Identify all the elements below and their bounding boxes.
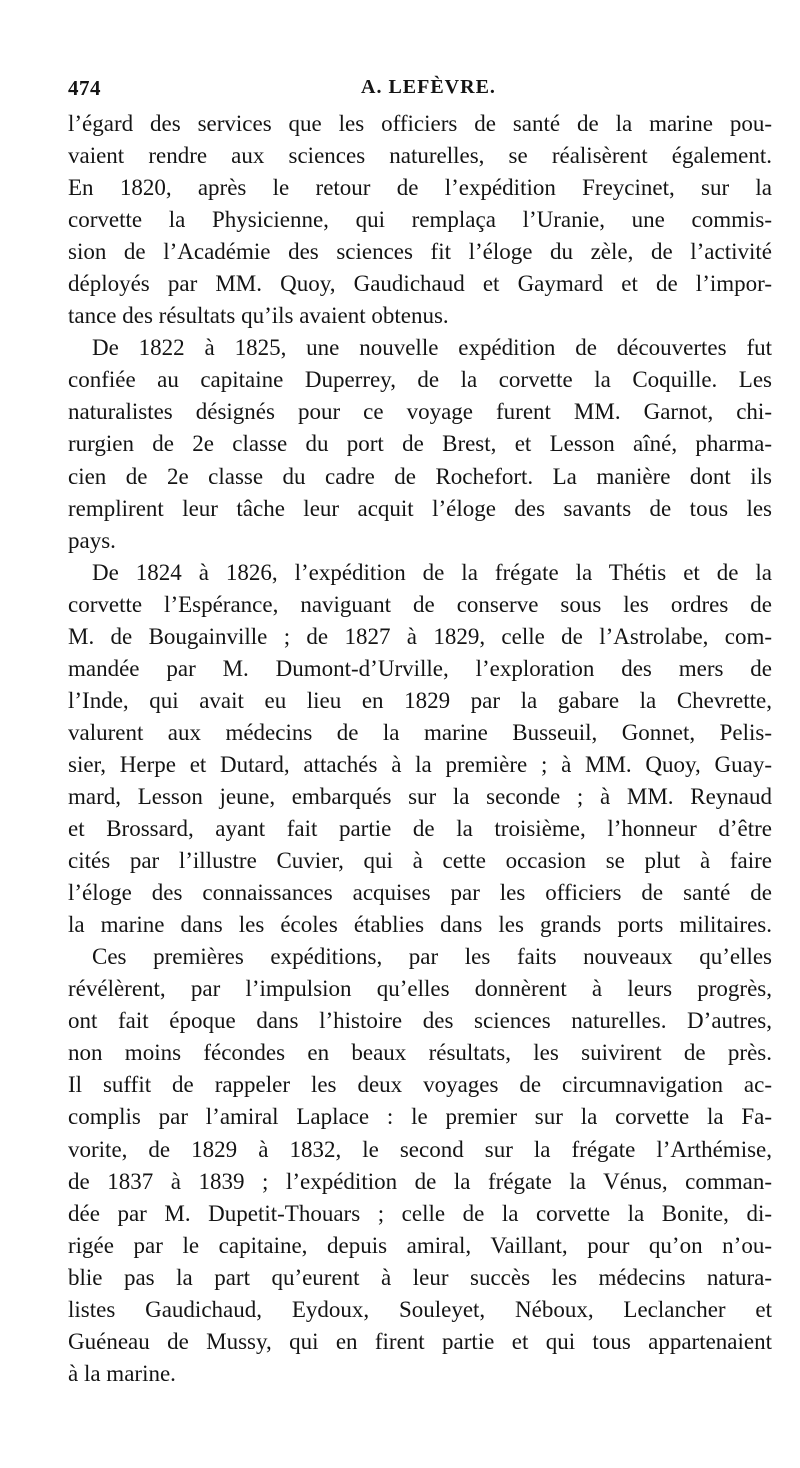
paragraph-start-line: De 1824 à 1826, l’expédition de la frégate la Thétis et de la [92, 559, 772, 585]
text-line: blie pas la part qu’eurent à leur succès les médecins natura- [68, 1264, 772, 1290]
body-text [68, 108, 772, 1390]
text-line: dée par M. Dupetit-Thouars ; celle de la corvette la Bonite, di- [68, 1200, 772, 1226]
text-line: En 1820, après le retour de l’expédition Freycinet, sur la [68, 175, 772, 201]
text-line: l’Inde, qui avait eu lieu en 1829 par la gabare la Chevrette, [68, 687, 772, 713]
text-line: confiée au capitaine Duperrey, de la corvette la Coquille. Les [68, 367, 772, 393]
paragraph-end-line: tance des résultats qu’ils avaient obtenus. [68, 303, 449, 329]
paragraph-end-line: la marine dans les écoles établies dans les grands ports militaires. [68, 912, 772, 938]
page-number: 474 [68, 76, 101, 100]
text-line: mard, Lesson jeune, embarqués sur la seconde ; à MM. Reynaud [68, 783, 772, 809]
text-line: l’égard des services que les officiers de santé de la marine pou- [68, 111, 772, 136]
text-line: de 1837 à 1839 ; l’expédition de la frégate la Vénus, comman- [68, 1168, 772, 1194]
text-line: remplirent leur tâche leur acquit l’éloge des savants de tous les [68, 495, 772, 521]
text-line: Il suffit de rappeler les deux voyages de circumnavigation ac- [68, 1072, 772, 1098]
text-line: révélèrent, par l’impulsion qu’elles donnèrent à leurs progrès, [68, 976, 772, 1002]
text-line: rigée par le capitaine, depuis amiral, Vaillant, pour qu’on n’ou- [68, 1232, 772, 1258]
text-line: mandée par M. Dumont-d’Urville, l’exploration des mers de [68, 655, 772, 681]
text-line: non moins fécondes en beaux résultats, les suivirent de près. [68, 1040, 772, 1066]
text-line: l’éloge des connaissances acquises par les officiers de santé de [68, 880, 772, 906]
text-line: corvette l’Espérance, naviguant de conserve sous les ordres de [68, 591, 772, 617]
text-line: sion de l’Académie des sciences fit l’éloge du zèle, de l’activité [68, 239, 772, 265]
text-line: rurgien de 2e classe du port de Brest, et Lesson aîné, pharma- [68, 431, 772, 457]
paragraph-start-line: Ces premières expéditions, par les faits nouveaux qu’elles [92, 944, 772, 970]
text-line: Guéneau de Mussy, qui en firent partie et qui tous appartenaient [68, 1328, 772, 1354]
paragraph-end-line: à la marine. [68, 1360, 176, 1386]
text-line: valurent aux médecins de la marine Busseuil, Gonnet, Pelis- [68, 719, 772, 745]
text-line: déployés par MM. Quoy, Gaudichaud et Gaymard et de l’impor- [68, 271, 772, 297]
text-line: ont fait époque dans l’histoire des sciences naturelles. D’autres, [68, 1008, 772, 1034]
text-line: listes Gaudichaud, Eydoux, Souleyet, Néboux, Leclancher et [68, 1296, 772, 1322]
text-line: complis par l’amiral Laplace : le premier sur la corvette la Fa- [68, 1104, 772, 1130]
text-line: naturalistes désignés pour ce voyage furent MM. Garnot, chi- [68, 399, 772, 425]
text-line: cien de 2e classe du cadre de Rochefort. La manière dont ils [68, 463, 772, 489]
paragraph-start-line: De 1822 à 1825, une nouvelle expédition de découvertes fut [92, 335, 772, 361]
text-line: corvette la Physicienne, qui remplaça l’Uranie, une commis- [68, 207, 772, 233]
text-line: vorite, de 1829 à 1832, le second sur la frégate l’Arthémise, [68, 1136, 772, 1162]
page-header [68, 76, 772, 106]
paragraph-end-line: pays. [68, 527, 116, 553]
running-head: A. LEFÈVRE. [361, 76, 496, 98]
text-line: et Brossard, ayant fait partie de la troisième, l’honneur d’être [68, 816, 772, 842]
text-line: cités par l’illustre Cuvier, qui à cette occasion se plut à faire [68, 848, 772, 874]
text-line: vaient rendre aux sciences naturelles, se réalisèrent également. [68, 143, 772, 169]
text-line: sier, Herpe et Dutard, attachés à la première ; à MM. Quoy, Guay- [68, 751, 772, 777]
text-line: M. de Bougainville ; de 1827 à 1829, celle de l’Astrolabe, com- [68, 623, 772, 649]
